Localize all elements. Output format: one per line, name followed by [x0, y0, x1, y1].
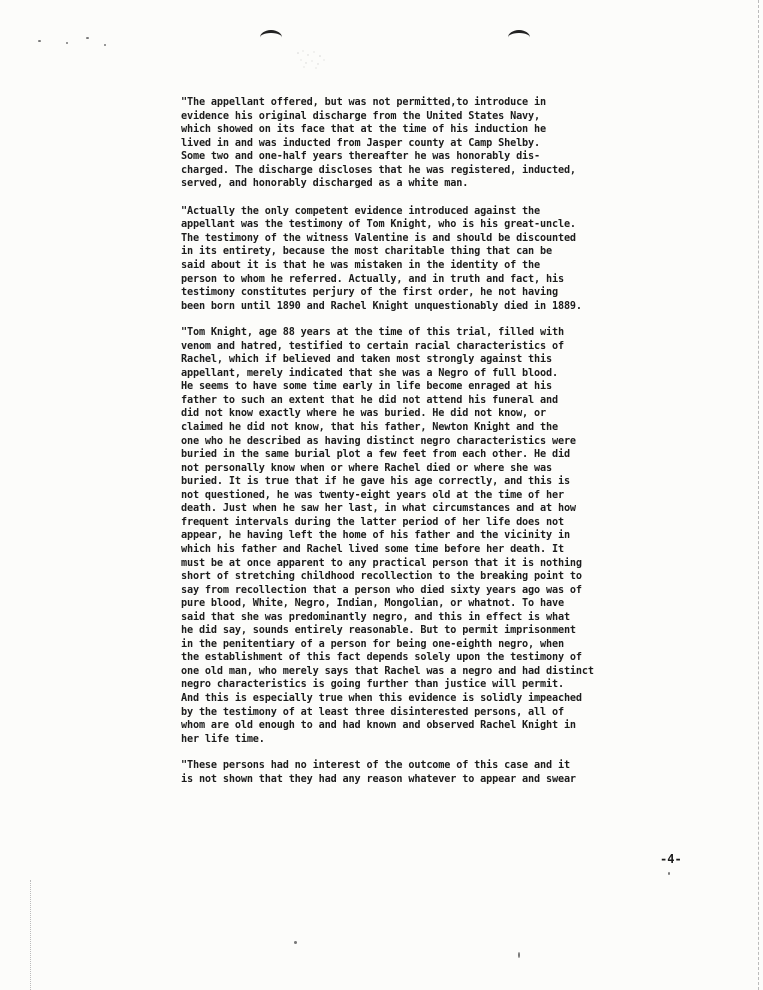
- scan-speck: [668, 872, 670, 875]
- paragraph-these-persons: "These persons had no interest of the outcome of this case and it is not shown that they had any reason whatever to appear and swear: [181, 760, 576, 785]
- paragraph-discharge: "The appellant offered, but was not permitted,to introduce in evidence his original discharge from the United States Navy, which showed on its face that at the time of his induction he lived in and was inducted from Jasper county at Camp Shelby. Some two and one-half years thereafter he was honorably dis- charged. The discharge discloses that he was registered, inducted, served, and honorably discharged as a white man.: [181, 97, 576, 190]
- paragraph-competent-evidence: "Actually the only competent evidence introduced against the appellant was the testimony of Tom Knight, who is his great-uncle. The testimony of the witness Valentine is and should be discounted in its entirety, because the most charitable thing that can be said about it is that he was mistaken in the identity of the person to whom he referred. Actually, and in truth and fact, his testimony constitutes perjury of the first order, he not having been born until 1890 and Rachel Knight unquestionably died in 1889.: [181, 205, 582, 312]
- scan-speck: [38, 40, 41, 42]
- binder-hole-right: [508, 30, 530, 45]
- scan-speck: [66, 42, 68, 44]
- scan-edge-left: [30, 880, 32, 990]
- scan-speck: [104, 44, 106, 46]
- document-body: [181, 96, 661, 799]
- scan-speck: [86, 37, 89, 39]
- scan-edge-right: [757, 0, 759, 990]
- faint-stamp-mark: [294, 48, 328, 70]
- scan-speck: [518, 952, 520, 958]
- paragraph-tom-knight: "Tom Knight, age 88 years at the time of this trial, filled with venom and hatred, testified to certain racial characteristics of Rachel, which if believed and taken most strongly against this appellant, merely indicated that she was a Negro of full blood. He seems to have some time early in life become enraged at his father to such an extent that he did not attend his funeral and did not know exactly where he was buried. He did not know, or claimed he did not know, that his father, Newton Knight and the one who he described as having distinct negro characteristics were buried in the same burial plot a few feet from each other. He did not personally know when or where Rachel died or where she was buried. It is true that if he gave his age correctly, and this is not questioned, he was twenty-eight years old at the time of her death. Just when he saw her last, in what circumstances and at how frequent intervals during the latter period of her life does not appear, he having left the home of his father and the vicinity in which his father and Rachel lived some time before her death. It must be at once apparent to any practical person that it is nothing short of stretching childhood recollection to the breaking point to say from recollection that a person who died sixty years ago was of pure blood, White, Negro, Indian, Mongolian, or whatnot. To have said that she was predominantly negro, and this in effect is what he did say, sounds entirely reasonable. But to permit imprisonment in the penitentiary of a person for being one-eighth negro, when the establishment of this fact depends solely upon the testimony of one old man, who merely says that Rachel was a negro and had distinct negro characteristics is going further than justice will permit. And this is especially true when this evidence is solidly impeached by the testimony of at least three disinterested persons, all of whom are old enough to and had known and observed Rachel Knight in her life time.: [181, 327, 594, 745]
- page-number: -4-: [660, 852, 682, 866]
- binder-hole-left: [260, 30, 282, 45]
- scan-speck: [294, 941, 297, 944]
